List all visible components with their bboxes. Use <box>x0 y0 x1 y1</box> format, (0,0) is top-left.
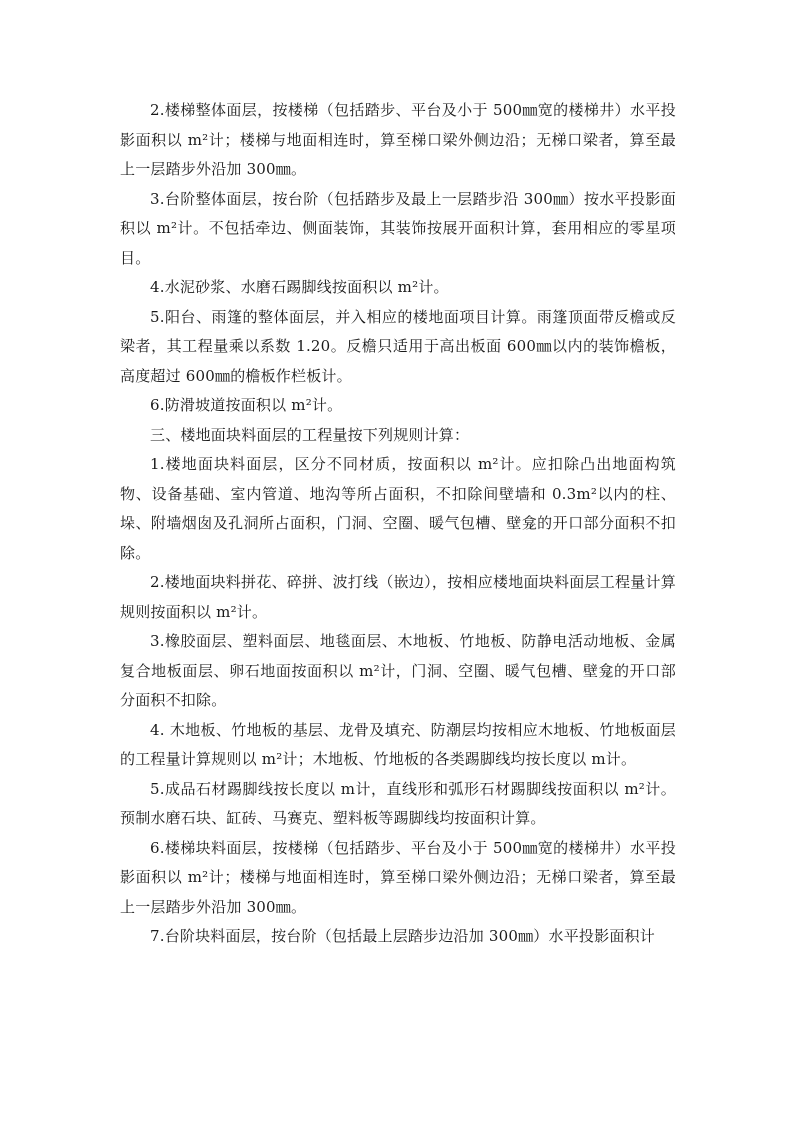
section-heading-block-finish: 三、楼地面块料面层的工程量按下列规则计算： <box>150 425 470 444</box>
paragraph-step-block-finish: 7.台阶块料面层，按台阶（包括最上层踏步边沿加 300㎜）水平投影面积计 <box>150 927 655 945</box>
paragraph-stair-block-finish: 6.楼梯块料面层，按楼梯（包括踏步、平台及小于 500㎜宽的楼梯井）水平投影面积以 m²计；楼梯与地面相连时，算至梯口梁外侧边沿；无梯口梁者，算至最上一层踏步外沿加 300㎜。 <box>120 838 676 916</box>
paragraph-block-pattern: 2.楼地面块料拼花、碎拼、波打线（嵌边），按相应楼地面块料面层工程量计算规则按面积以 m²计。 <box>120 573 676 621</box>
paragraph-stair-monolithic-finish: 2.楼梯整体面层，按楼梯（包括踏步、平台及小于 500㎜宽的楼梯井）水平投影面积以 m²计；楼梯与地面相连时，算至梯口梁外侧边沿；无梯口梁者，算至最上一层踏步外沿加 300㎜。 <box>120 101 676 178</box>
paragraph-cement-skirting: 4.水泥砂浆、水磨石踢脚线按面积以 m²计。 <box>150 278 449 296</box>
paragraph-balcony-canopy: 5.阳台、雨篷的整体面层，并入相应的楼地面项目计算。雨篷顶面带反檐或反梁者，其工程量乘以系数 1.20。反檐只适用于高出板面 600㎜以内的装饰檐板，高度超过 600㎜的檐板作栏板计。 <box>120 307 676 385</box>
paragraph-floor-block-finish: 1.楼地面块料面层，区分不同材质，按面积以 m²计。应扣除凸出地面构筑物、设备基础、室内管道、地沟等所占面积，不扣除间壁墙和 0.3m²以内的柱、垛、附墙烟囱及孔洞所占面积，门洞、空圈、暖气包槽、壁龛的开口部分面积不扣除。 <box>120 455 676 562</box>
paragraph-antislip-ramp: 6.防滑坡道按面积以 m²计。 <box>150 396 343 414</box>
paragraph-step-monolithic-finish: 3.台阶整体面层，按台阶（包括踏步及最上一层踏步沿 300㎜）按水平投影面积以 m²计。不包括牵边、侧面装饰，其装饰按展开面积计算，套用相应的零星项目。 <box>120 189 676 267</box>
paragraph-wood-bamboo-base: 4. 木地板、竹地板的基层、龙骨及填充、防潮层均按相应木地板、竹地板面层的工程量计算规则以 m²计；木地板、竹地板的各类踢脚线均按长度以 m计。 <box>120 720 676 768</box>
paragraph-stone-skirting: 5.成品石材踢脚线按长度以 m计，直线形和弧形石材踢脚线按面积以 m²计。预制水磨石块、缸砖、马赛克、塑料板等踢脚线均按面积计算。 <box>120 779 676 827</box>
document-page <box>120 96 676 952</box>
paragraph-rubber-plastic-carpet: 3.橡胶面层、塑料面层、地毯面层、木地板、竹地板、防静电活动地板、金属复合地板面层、卵石地面按面积以 m²计，门洞、空圈、暖气包槽、壁龛的开口部分面积不扣除。 <box>120 632 676 709</box>
